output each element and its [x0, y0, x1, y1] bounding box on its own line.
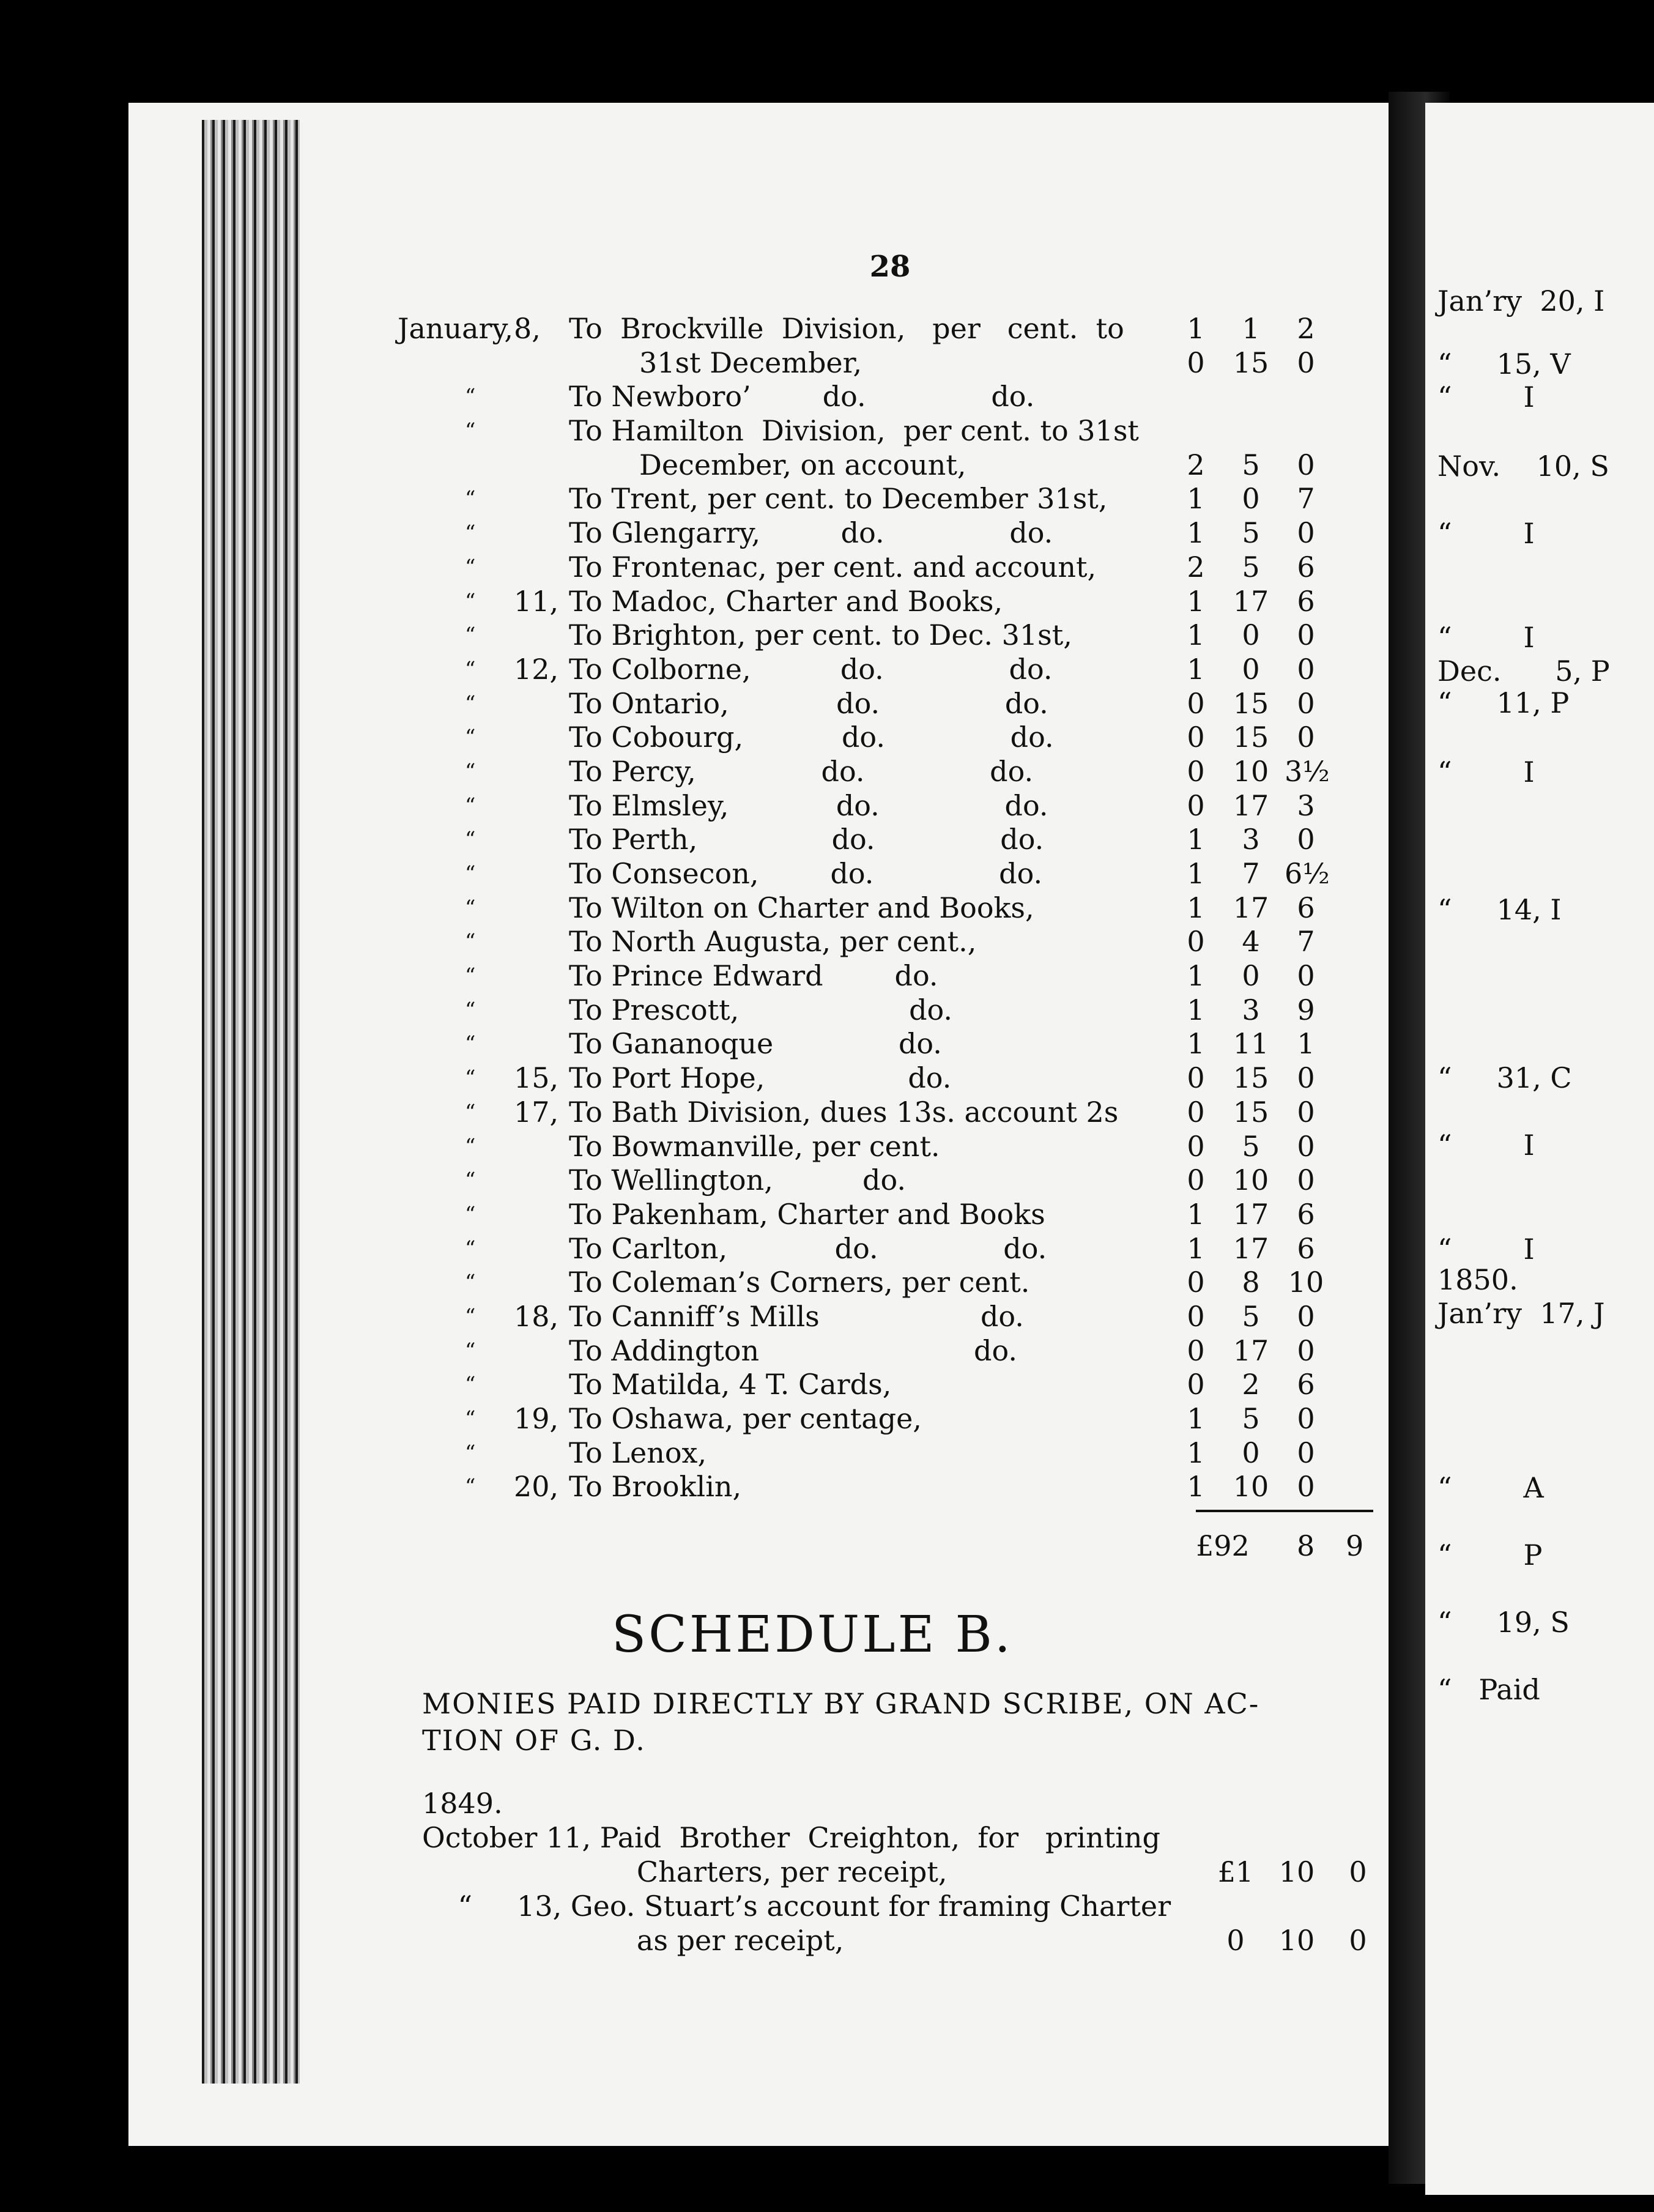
ditto-mark: “ [465, 691, 476, 716]
amount-shillings: 4 [1242, 925, 1260, 959]
ledger-description: To Perth, do. do. [569, 823, 1044, 856]
total-pence: 9 [1346, 1529, 1364, 1562]
ledger-description: To Madoc, Charter and Books, [569, 584, 1003, 618]
ledger-row [398, 482, 1389, 516]
ditto-mark: “ [465, 895, 476, 920]
amount-pounds: 0 [1187, 1164, 1205, 1197]
amount-pence: 6 [1297, 1231, 1315, 1265]
ledger-row [398, 925, 1389, 959]
amount-pence: 10 [1288, 1266, 1324, 1299]
schedule-year-text: 1849. [422, 1787, 503, 1820]
ledger-row [398, 346, 1389, 380]
amount-shillings: 17 [1233, 1197, 1269, 1231]
schedule-row [422, 1820, 1389, 1855]
amount-pounds: 0 [1187, 346, 1205, 379]
schedule-row [422, 1889, 1389, 1923]
schedule-b-entries [422, 1786, 1389, 1958]
ledger-row: “ 20, To Brooklin, 1 10 0 [398, 1470, 1389, 1504]
ledger-row: “ 15, To Port Hope, do. 0 15 0 [398, 1061, 1389, 1096]
total-shillings: 8 [1297, 1529, 1315, 1562]
amount-pence: 3 [1297, 789, 1315, 822]
ledger-row [398, 1130, 1389, 1164]
ledger-description: To Pakenham, Charter and Books [569, 1197, 1045, 1231]
ledger-description: To Brooklin, [569, 1470, 742, 1504]
amount-pence: 0 [1297, 346, 1315, 379]
amount-shillings: 0 [1242, 618, 1260, 652]
amount-pounds: 1 [1187, 1436, 1205, 1469]
ledger-row [398, 721, 1389, 755]
ledger-row [398, 1334, 1389, 1368]
amount-pence: 0 [1297, 1402, 1315, 1435]
amount-pounds: 1 [1187, 1197, 1205, 1231]
ledger-row [398, 380, 1389, 414]
ledger-description: To Bowmanville, per cent. [569, 1129, 940, 1163]
amount-shillings: 5 [1242, 448, 1260, 481]
amount-pence: 0 [1297, 1334, 1315, 1367]
facing-page-line: “ 11, P [1437, 686, 1570, 719]
ledger-row: “ 17, To Bath Division, dues 13s. account 2s 0 15 0 [398, 1096, 1389, 1130]
amount-shillings: 0 [1242, 959, 1260, 993]
ditto-mark: “ [465, 793, 476, 818]
amount-pounds: 1 [1187, 823, 1205, 856]
schedule-description: October 11, Paid Brother Creighton, for printing [422, 1821, 1160, 1854]
ditto-mark: “ [465, 1440, 476, 1465]
amount-shillings: 15 [1233, 346, 1269, 379]
ledger-description: To Addington do. [569, 1334, 1018, 1367]
amount-shillings: 17 [1233, 1334, 1269, 1367]
ledger-description: 31st December, [639, 346, 862, 379]
amount-shillings: 5 [1242, 1129, 1260, 1163]
ledger-row [398, 551, 1389, 585]
ledger-description: To Prince Edward do. [569, 959, 938, 993]
ledger-description: To Elmsley, do. do. [569, 789, 1048, 822]
amount-pounds: 1 [1187, 516, 1205, 550]
ditto-mark: “ [465, 827, 476, 852]
ledger-description: To Trent, per cent. to December 31st, [569, 482, 1108, 516]
amount-shillings: 8 [1242, 1266, 1260, 1299]
ditto-mark: “ [465, 554, 476, 579]
schedule-description: as per receipt, [422, 1924, 844, 1957]
facing-page-line: “ 31, C [1437, 1061, 1572, 1094]
amount-shillings: 10 [1233, 754, 1269, 788]
ledger-row [398, 993, 1389, 1028]
facing-page-line: “ I [1437, 755, 1535, 789]
amount-pence: 6 [1297, 1368, 1315, 1401]
amount-pounds: 0 [1187, 1061, 1205, 1095]
amount-pounds: 0 [1187, 686, 1205, 720]
amount-pounds: 0 [1187, 789, 1205, 822]
ledger-date: January, [398, 312, 514, 345]
ditto-mark: “ [465, 521, 476, 546]
facing-page-line: Dec. 5, P [1437, 655, 1610, 688]
schedule-heading-line2: TION OF G. D. [422, 1724, 646, 1757]
amount-shillings: 10 [1278, 1924, 1315, 1957]
ledger-description: To Frontenac, per cent. and account, [569, 550, 1097, 584]
amount-pounds: 1 [1187, 891, 1205, 924]
facing-page-line: “ I [1437, 517, 1535, 550]
amount-pounds: 1 [1187, 652, 1205, 686]
facing-page-line: Nov. 10, S [1437, 450, 1609, 483]
ditto-mark: “ [465, 1066, 476, 1091]
ledger-description: To Bath Division, dues 13s. account 2s [569, 1095, 1119, 1129]
ledger-description: To Oshawa, per centage, [569, 1402, 922, 1435]
amount-pounds: £1 [1217, 1855, 1254, 1888]
amount-pence: 6½ [1285, 857, 1330, 890]
ledger-description: To Consecon, do. do. [569, 857, 1043, 890]
ditto-mark: “ [465, 1201, 476, 1227]
ledger-row [398, 1027, 1389, 1061]
schedule-description: Charters, per receipt, [422, 1855, 948, 1888]
amount-pounds: 1 [1187, 1402, 1205, 1435]
schedule-description: “ 13, Geo. Stuart’s account for framing Charter [422, 1890, 1171, 1923]
ledger-description: To Canniff’s Mills do. [569, 1299, 1024, 1333]
facing-page-line: “ I [1437, 621, 1535, 654]
amount-pence: 7 [1297, 925, 1315, 959]
amount-pounds: 1 [1187, 1027, 1205, 1061]
ditto-mark: “ [465, 623, 476, 648]
ledger-row [398, 1164, 1389, 1198]
ledger-description: To Coleman’s Corners, per cent. [569, 1266, 1030, 1299]
facing-page-line: “ A [1437, 1471, 1544, 1504]
amount-pounds: 0 [1187, 1368, 1205, 1401]
amount-pounds: 1 [1187, 312, 1205, 345]
ditto-mark: “ [465, 1134, 476, 1159]
amount-shillings: 10 [1233, 1470, 1269, 1504]
amount-pence: 6 [1297, 584, 1315, 618]
amount-shillings: 3 [1242, 993, 1260, 1026]
amount-pounds: 1 [1187, 993, 1205, 1026]
amount-shillings: 17 [1233, 789, 1269, 822]
ditto-mark: “ [465, 861, 476, 886]
amount-shillings: 5 [1242, 550, 1260, 584]
ditto-mark: “ [465, 1099, 476, 1124]
amount-shillings: 7 [1242, 857, 1260, 890]
amount-pounds: 0 [1187, 1334, 1205, 1367]
ledger-row [398, 857, 1389, 891]
amount-shillings: 17 [1233, 891, 1269, 924]
total-pounds: £92 [1196, 1529, 1250, 1562]
amount-shillings: 3 [1242, 823, 1260, 856]
ledger-row: “ 11, To Madoc, Charter and Books, 1 17 6 [398, 585, 1389, 619]
ledger-row [398, 789, 1389, 823]
schedule-heading-line1: MONIES PAID DIRECTLY BY GRAND SCRIBE, ON AC- [422, 1687, 1260, 1720]
facing-page-text [1425, 103, 1654, 2195]
ledger-row [398, 1368, 1389, 1402]
ditto-mark: “ [465, 759, 476, 784]
amount-shillings: 17 [1233, 584, 1269, 618]
ditto-mark: “ [465, 384, 476, 409]
amount-shillings: 11 [1233, 1027, 1269, 1061]
amount-pounds: 1 [1187, 482, 1205, 516]
amount-pence: 0 [1297, 618, 1315, 652]
amount-pence: 0 [1297, 448, 1315, 481]
facing-page-line: “ P [1437, 1538, 1543, 1572]
amount-shillings: 5 [1242, 516, 1260, 550]
ledger-description: December, on account, [639, 448, 966, 481]
amount-pounds: 1 [1187, 618, 1205, 652]
ledger-description: To Cobourg, do. do. [569, 721, 1054, 754]
ditto-mark: “ [465, 1338, 476, 1363]
ledger-row [398, 755, 1389, 789]
ditto-mark: “ [465, 656, 476, 681]
amount-pence: 0 [1349, 1855, 1367, 1888]
amount-shillings: 2 [1242, 1368, 1260, 1401]
amount-pence: 0 [1297, 959, 1315, 993]
amount-pounds: 2 [1187, 448, 1205, 481]
amount-pence: 0 [1297, 652, 1315, 686]
ledger-description: To Wellington, do. [569, 1164, 906, 1197]
ledger-row: “ 18, To Canniff’s Mills do. 0 5 0 [398, 1300, 1389, 1334]
amount-pounds: 0 [1187, 1266, 1205, 1299]
amount-pence: 0 [1297, 721, 1315, 754]
ledger-description: To Glengarry, do. do. [569, 516, 1053, 550]
facing-page-line: “ 19, S [1437, 1606, 1570, 1639]
ledger-row [398, 448, 1389, 483]
amount-pounds: 0 [1187, 1095, 1205, 1129]
ditto-mark: “ [465, 1168, 476, 1193]
ledger-row [398, 1266, 1389, 1300]
ledger-description: To Ontario, do. do. [569, 686, 1048, 720]
amount-pence: 0 [1297, 516, 1315, 550]
ledger-description: To Newboro’ do. do. [569, 380, 1035, 414]
amount-pence: 0 [1297, 1164, 1315, 1197]
facing-page-line: “ I [1437, 1233, 1535, 1266]
amount-pence: 0 [1349, 1924, 1367, 1957]
amount-shillings: 0 [1242, 652, 1260, 686]
amount-pounds: 1 [1187, 959, 1205, 993]
ledger-description: To Percy, do. do. [569, 754, 1034, 788]
amount-pence: 6 [1297, 550, 1315, 584]
ditto-mark: “ [465, 725, 476, 750]
amount-shillings: 10 [1233, 1164, 1269, 1197]
amount-shillings: 10 [1278, 1855, 1315, 1888]
ditto-mark: “ [465, 1031, 476, 1056]
ditto-mark: “ [465, 997, 476, 1022]
amount-pence: 6 [1297, 1197, 1315, 1231]
facing-page-line: “ 15, V [1437, 347, 1571, 380]
ditto-mark: “ [465, 588, 476, 614]
amount-shillings: 15 [1233, 1095, 1269, 1129]
amount-pence: 2 [1297, 312, 1315, 345]
amount-pence: 0 [1297, 1299, 1315, 1333]
ledger-description: To Wilton on Charter and Books, [569, 891, 1034, 924]
ditto-mark: “ [465, 1406, 476, 1431]
ledger-row [398, 1436, 1389, 1471]
amount-pence: 3½ [1285, 754, 1330, 788]
total-rule [1196, 1510, 1373, 1512]
amount-shillings: 15 [1233, 721, 1269, 754]
amount-shillings: 0 [1242, 482, 1260, 516]
amount-pounds: 0 [1187, 721, 1205, 754]
amount-shillings: 15 [1233, 1061, 1269, 1095]
schedule-heading [422, 1685, 1389, 1759]
ditto-mark: “ [465, 1236, 476, 1261]
book-page-edges [202, 120, 300, 2084]
amount-pence: 7 [1297, 482, 1315, 516]
amount-shillings: 5 [1242, 1299, 1260, 1333]
amount-pounds: 0 [1187, 754, 1205, 788]
ledger-description: To Lenox, [569, 1436, 707, 1469]
facing-page-line: Jan’ry 17, J [1437, 1297, 1605, 1330]
amount-shillings: 1 [1242, 312, 1260, 345]
amount-pence: 0 [1297, 1095, 1315, 1129]
schedule-year [422, 1786, 1389, 1820]
ledger-description: To Carlton, do. do. [569, 1231, 1047, 1265]
ledger-description: To Colborne, do. do. [569, 652, 1053, 686]
amount-shillings: 5 [1242, 1402, 1260, 1435]
amount-pence: 0 [1297, 1129, 1315, 1163]
ditto-mark: “ [465, 1474, 476, 1499]
schedule-title: SCHEDULE B. [612, 1606, 1013, 1664]
ledger-row [398, 414, 1389, 448]
ledger-row: January, 8, To Brockville Division, per cent. to 1 1 2 [398, 312, 1389, 346]
ledger-row [398, 959, 1389, 993]
ledger-row [398, 516, 1389, 551]
ledger-row: “ 12, To Colborne, do. do. 1 0 0 [398, 653, 1389, 687]
ditto-mark: “ [465, 929, 476, 954]
facing-page-line: 1850. [1437, 1263, 1518, 1296]
ditto-mark: “ [465, 963, 476, 989]
ledger-description: To Matilda, 4 T. Cards, [569, 1368, 892, 1401]
amount-pence: 6 [1297, 891, 1315, 924]
amount-pounds: 1 [1187, 1231, 1205, 1265]
amount-pence: 1 [1297, 1027, 1315, 1061]
facing-page-line: “ I [1437, 1129, 1535, 1162]
amount-pounds: 0 [1187, 1129, 1205, 1163]
amount-pounds: 1 [1187, 1470, 1205, 1504]
facing-page-line: Jan’ry 20, I [1437, 284, 1605, 317]
amount-shillings: 15 [1233, 686, 1269, 720]
ledger-row [398, 687, 1389, 721]
amount-shillings: 0 [1242, 1436, 1260, 1469]
facing-page-line: “ I [1437, 380, 1535, 414]
amount-pounds: 1 [1187, 857, 1205, 890]
ledger-description: To Gananoque do. [569, 1027, 942, 1061]
amount-pence: 0 [1297, 823, 1315, 856]
ledger-schedule-a [398, 312, 1389, 1504]
ditto-mark: “ [465, 1304, 476, 1329]
amount-pounds: 0 [1226, 1924, 1245, 1957]
amount-pence: 0 [1297, 1436, 1315, 1469]
facing-page-line: “ 14, I [1437, 893, 1562, 926]
amount-pence: 0 [1297, 686, 1315, 720]
ledger-row: “ 19, To Oshawa, per centage, 1 5 0 [398, 1402, 1389, 1436]
amount-pounds: 0 [1187, 925, 1205, 959]
ditto-mark: “ [465, 1270, 476, 1295]
ledger-row [398, 823, 1389, 857]
page-number: 28 [869, 250, 911, 284]
ledger-description: To Port Hope, do. [569, 1061, 952, 1095]
amount-pence: 0 [1297, 1470, 1315, 1504]
amount-pounds: 2 [1187, 550, 1205, 584]
ledger-description: To Brockville Division, per cent. to [569, 312, 1124, 345]
amount-pence: 9 [1297, 993, 1315, 1026]
ledger-description: To North Augusta, per cent., [569, 925, 977, 959]
amount-shillings: 17 [1233, 1231, 1269, 1265]
amount-pence: 0 [1297, 1061, 1315, 1095]
ditto-mark: “ [465, 486, 476, 511]
ledger-description: To Brighton, per cent. to Dec. 31st, [569, 618, 1072, 652]
ditto-mark: “ [465, 418, 476, 444]
amount-pounds: 1 [1187, 584, 1205, 618]
ledger-row [398, 1198, 1389, 1232]
ledger-row [398, 1232, 1389, 1266]
ledger-row [398, 618, 1389, 653]
schedule-row [422, 1923, 1389, 1958]
schedule-row [422, 1855, 1389, 1889]
facing-page-line: “ Paid [1437, 1673, 1540, 1706]
ledger-description: To Prescott, do. [569, 993, 953, 1026]
facing-page [1425, 103, 1654, 2195]
ditto-mark: “ [465, 1372, 476, 1397]
ledger-description: To Hamilton Division, per cent. to 31st [569, 414, 1139, 448]
amount-pounds: 0 [1187, 1299, 1205, 1333]
ledger-row [398, 891, 1389, 926]
